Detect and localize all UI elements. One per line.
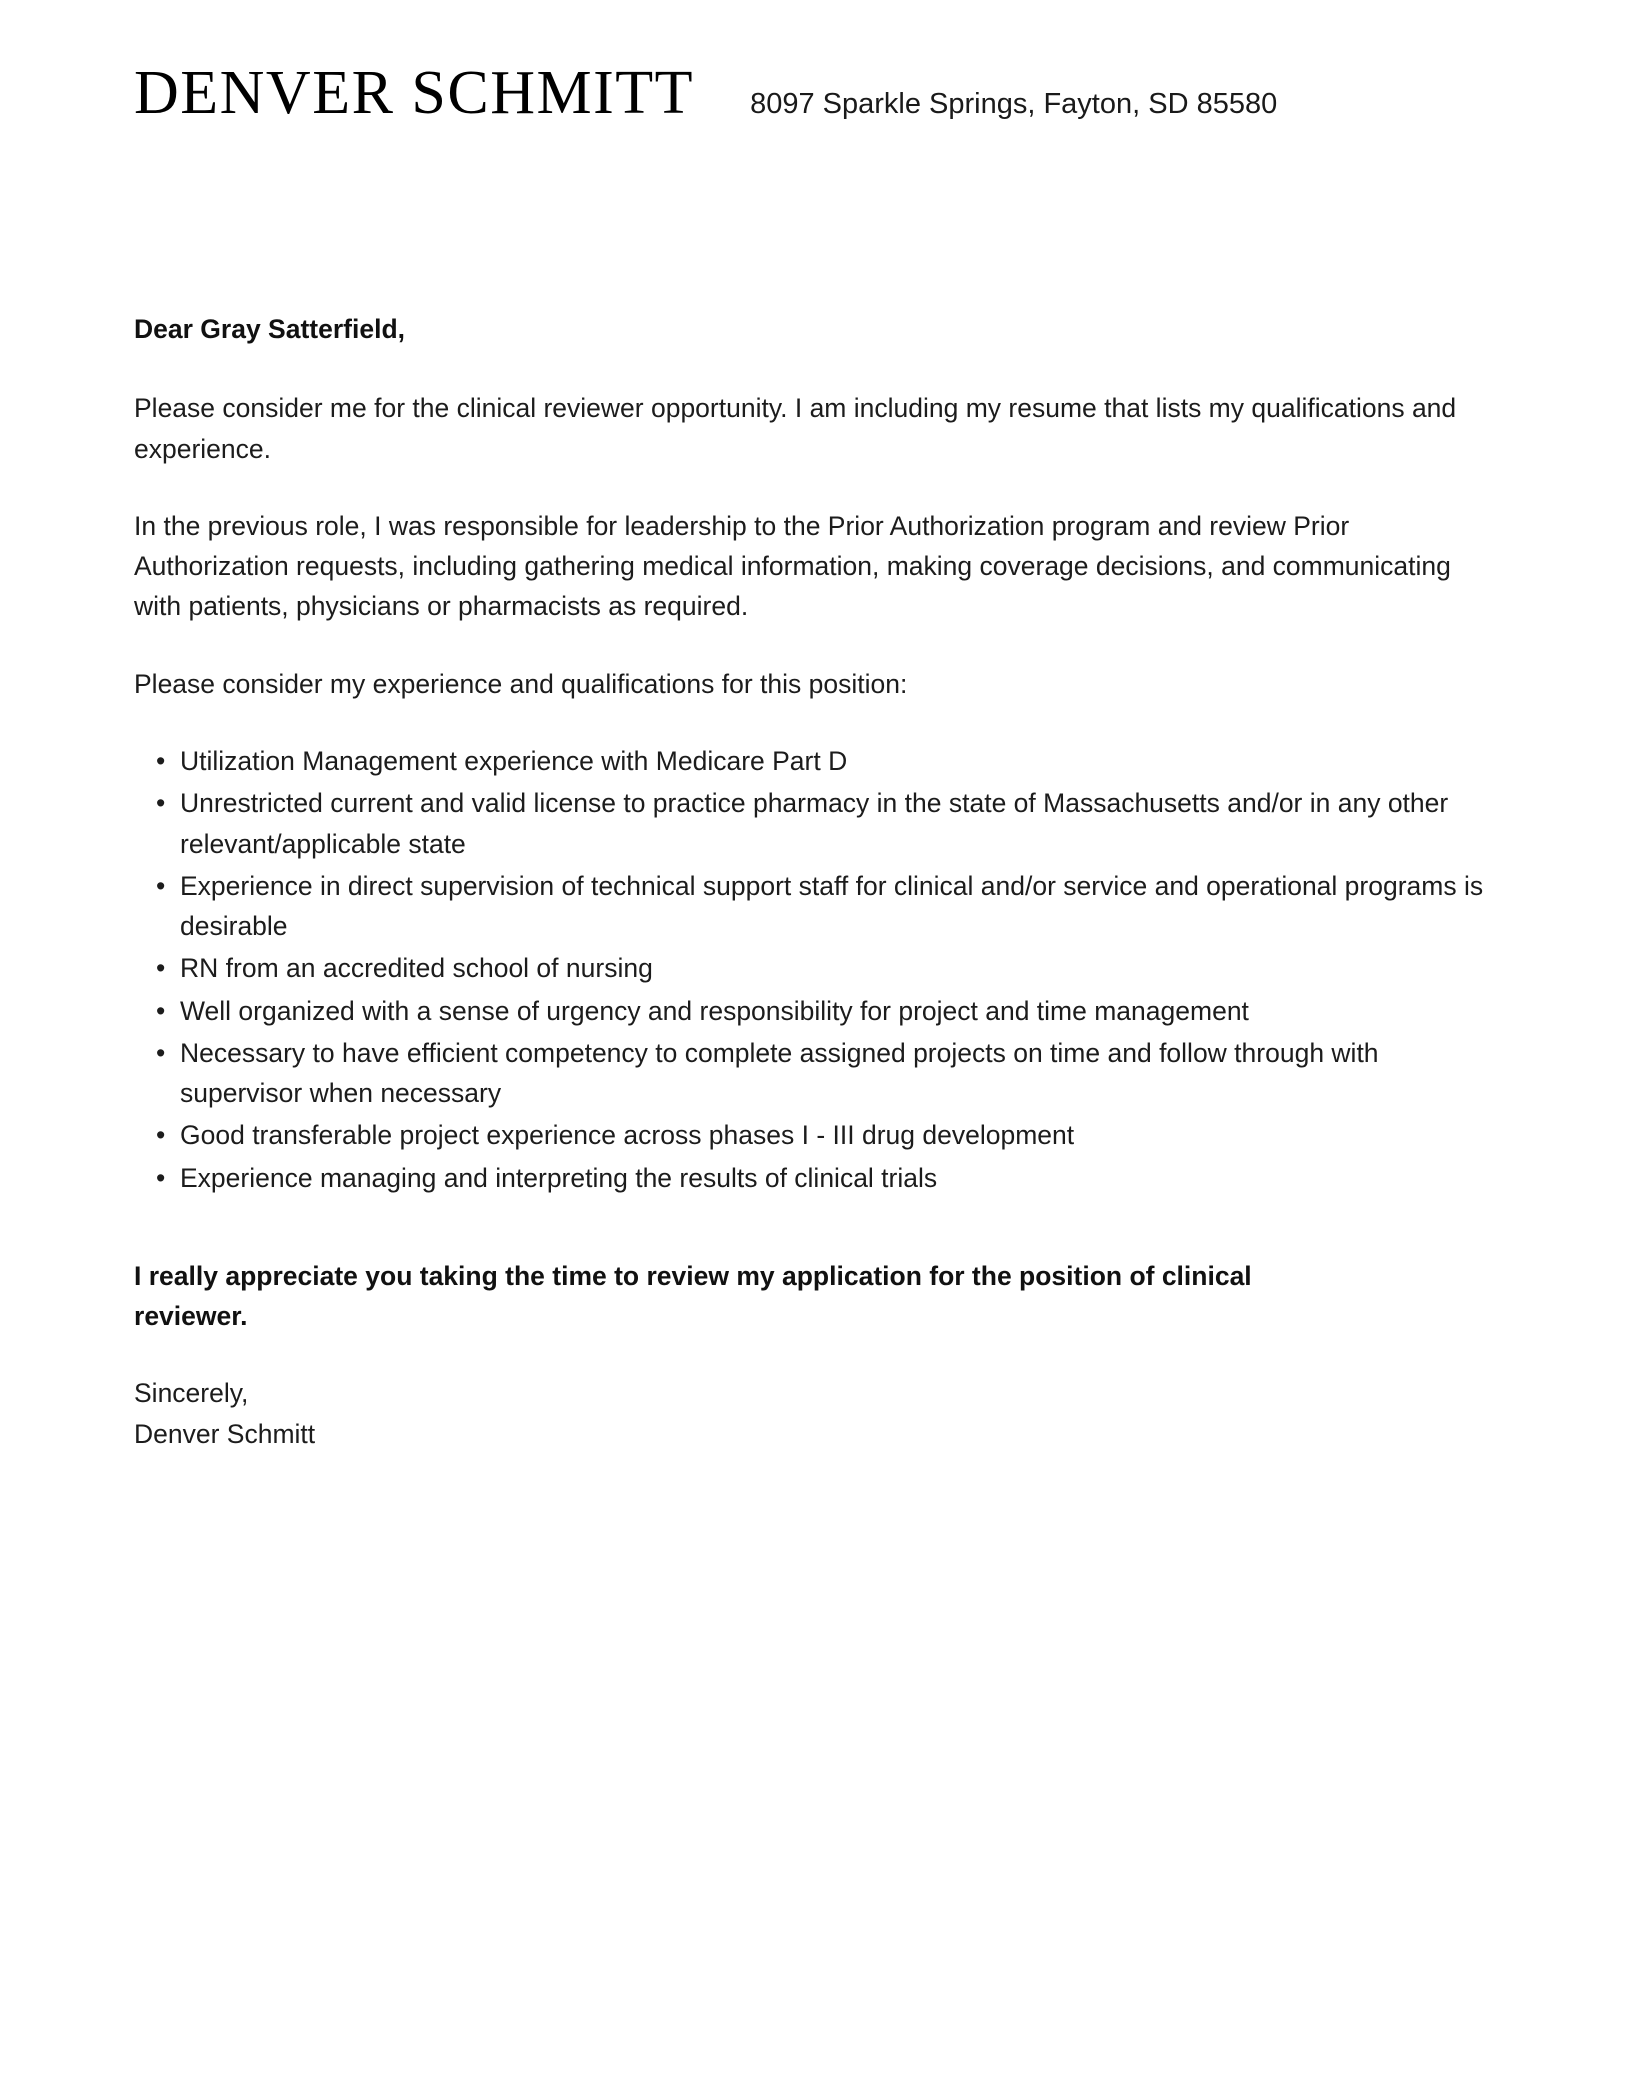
list-item-label: RN from an accredited school of nursing <box>180 953 653 984</box>
signoff-name: Denver Schmitt <box>134 1418 316 1449</box>
list-item <box>134 741 1498 781</box>
bullet-dot-icon: • <box>156 746 166 777</box>
bullet-dot-icon: • <box>156 870 166 901</box>
body-paragraph-1: Please consider me for the clinical reviewer opportunity. I am including my resume that lists my qualifications and experience. <box>134 393 1457 464</box>
list-item <box>134 1158 1498 1198</box>
salutation: Dear Gray Satterfield, <box>134 314 406 344</box>
bullet-dot-icon: • <box>156 1120 166 1151</box>
bullet-dot-icon: • <box>156 788 166 819</box>
bullet-dot-icon: • <box>156 1162 166 1193</box>
list-item <box>134 1115 1498 1155</box>
bullet-dot-icon: • <box>156 995 166 1026</box>
qualifications-list <box>134 741 1498 1198</box>
signature-block <box>134 1373 1498 1454</box>
body-paragraph-2: In the previous role, I was responsible for leadership to the Prior Authorization program and review Prior Authorization requests, including gathering medical information, making coverage decisions, and communicating with patients, physicians or pharmacists as required. <box>134 510 1451 622</box>
letterhead-address: 8097 Sparkle Springs, Fayton, SD 85580 <box>750 88 1278 120</box>
body-paragraph-3: Please consider my experience and qualifications for this position: <box>134 668 908 699</box>
list-item <box>134 1033 1498 1114</box>
bullet-dot-icon: • <box>156 953 166 984</box>
bullet-dot-icon: • <box>156 1037 166 1068</box>
letterhead <box>134 59 1498 127</box>
list-item-label: Utilization Management experience with Medicare Part D <box>180 746 848 777</box>
list-item <box>134 866 1498 947</box>
list-item-label: Experience in direct supervision of technical support staff for clinical and/or service and operational programs is desirable <box>180 870 1484 942</box>
list-item-label: Well organized with a sense of urgency and responsibility for project and time management <box>180 995 1249 1026</box>
letterhead-name: DENVER SCHMITT <box>134 59 695 127</box>
list-item <box>134 948 1498 988</box>
list-item-label: Necessary to have efficient competency to complete assigned projects on time and follow through with supervisor when necessary <box>180 1037 1379 1109</box>
closing-paragraph: I really appreciate you taking the time to review my application for the position of clinical reviewer. <box>134 1260 1252 1332</box>
letter-body <box>134 310 1498 1454</box>
list-item-label: Experience managing and interpreting the results of clinical trials <box>180 1162 938 1193</box>
list-item <box>134 783 1498 864</box>
signoff-closing: Sincerely, <box>134 1378 249 1409</box>
list-item-label: Unrestricted current and valid license to practice pharmacy in the state of Massachusetts and/or in any other relevant/applicable state <box>180 788 1449 859</box>
list-item <box>134 991 1498 1031</box>
list-item-label: Good transferable project experience across phases I - III drug development <box>180 1120 1075 1151</box>
